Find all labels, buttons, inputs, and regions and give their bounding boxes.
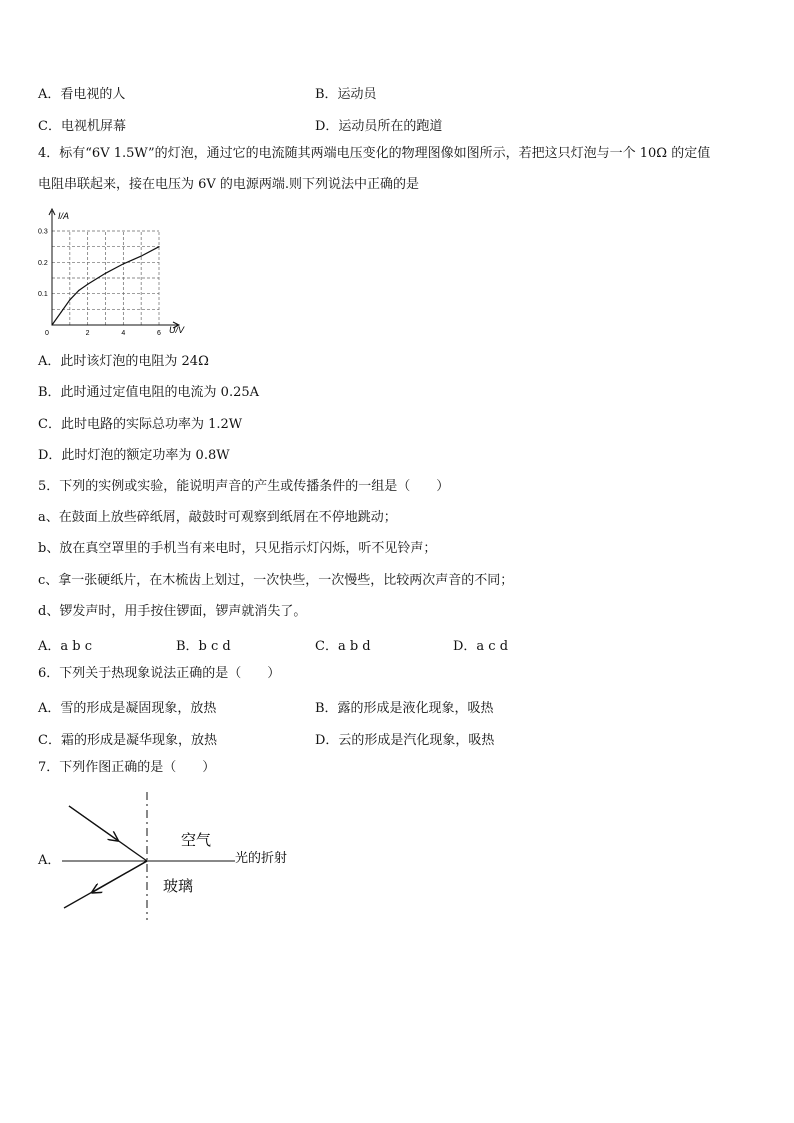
data-point xyxy=(105,273,106,274)
q7-stem: 7．下列作图正确的是（ ） xyxy=(38,760,216,775)
data-point xyxy=(51,324,52,325)
q4-stem-line1: 4．标有“6V 1.5W”的灯泡，通过它的电流随其两端电压变化的物理图像如图所示，若把这只灯泡与一个 10Ω 的定值 xyxy=(38,146,711,161)
q4-option-d: D．此时灯泡的额定功率为 0.8W xyxy=(38,448,230,463)
data-point xyxy=(158,246,159,247)
data-point xyxy=(60,312,61,313)
q3-option-a: A．看电视的人 xyxy=(38,87,126,102)
chart-grid xyxy=(52,231,159,325)
q6-option-b: B．露的形成是液化现象，吸热 xyxy=(315,701,494,716)
x-axis-label: U/V xyxy=(169,325,185,335)
q4-option-b: B．此时通过定值电阻的电流为 0.25A xyxy=(38,385,260,400)
figure-caption: 光的折射 xyxy=(235,850,288,865)
chart-ticks xyxy=(38,229,161,338)
q5-option-d: D．a c d xyxy=(453,639,509,654)
air-label: 空气 xyxy=(181,832,212,849)
y-tick-label: 0.3 xyxy=(38,228,48,236)
q5-item-b: b、放在真空罩里的手机当有来电时，只见指示灯闪烁，听不见铃声； xyxy=(38,541,437,556)
q3-option-c: C．电视机屏幕 xyxy=(38,119,126,134)
q4-option-a: A．此时该灯泡的电阻为 24Ω xyxy=(38,354,209,369)
y-tick-label: 0.2 xyxy=(38,259,48,267)
q4-option-c: C．此时电路的实际总功率为 1.2W xyxy=(38,417,243,432)
q7-option-a-label: A． xyxy=(38,853,61,868)
data-point xyxy=(123,263,124,264)
x-tick-label: 0 xyxy=(45,330,49,337)
q5-option-b: B．b c d xyxy=(176,639,231,654)
q5-item-a: a、在鼓面上放些碎纸屑，敲鼓时可观察到纸屑在不停地跳动； xyxy=(38,510,397,525)
x-tick-label: 4 xyxy=(121,330,126,337)
q4-stem-line2: 电阻串联起来，接在电压为 6V 的电源两端.则下列说法中正确的是 xyxy=(38,177,420,192)
q5-option-a: A．a b c xyxy=(38,639,93,654)
q6-option-a: A．雪的形成是凝固现象，放热 xyxy=(38,701,217,716)
data-point xyxy=(78,290,79,291)
y-axis-label: I/A xyxy=(58,211,70,221)
x-tick-label: 6 xyxy=(157,330,161,337)
glass-label: 玻璃 xyxy=(163,878,194,895)
q5-stem: 5．下列的实例或实验，能说明声音的产生或传播条件的一组是（ ） xyxy=(38,479,450,494)
x-tick-label: 2 xyxy=(85,330,90,337)
refracted-arrow xyxy=(93,861,147,892)
y-tick-label: 0.1 xyxy=(38,291,48,299)
refraction-diagram xyxy=(55,790,315,922)
iu-chart xyxy=(30,205,200,340)
data-point xyxy=(69,299,70,300)
q6-option-c: C．霜的形成是凝华现象，放热 xyxy=(38,733,217,748)
q6-option-d: D．云的形成是汽化现象，吸热 xyxy=(315,733,495,748)
q3-option-b: B．运动员 xyxy=(315,87,377,102)
q3-option-d: D．运动员所在的跑道 xyxy=(315,119,443,134)
data-point xyxy=(87,284,88,285)
incident-arrow xyxy=(69,806,117,840)
q5-item-c: c、拿一张硬纸片，在木梳齿上划过，一次快些，一次慢些，比较两次声音的不同； xyxy=(38,573,514,588)
data-point xyxy=(141,255,142,256)
q5-option-c: C．a b d xyxy=(315,639,371,654)
q5-item-d: d、锣发声时，用手按住锣面，锣声就消失了。 xyxy=(38,604,307,619)
q6-stem: 6．下列关于热现象说法正确的是（ ） xyxy=(38,666,281,681)
